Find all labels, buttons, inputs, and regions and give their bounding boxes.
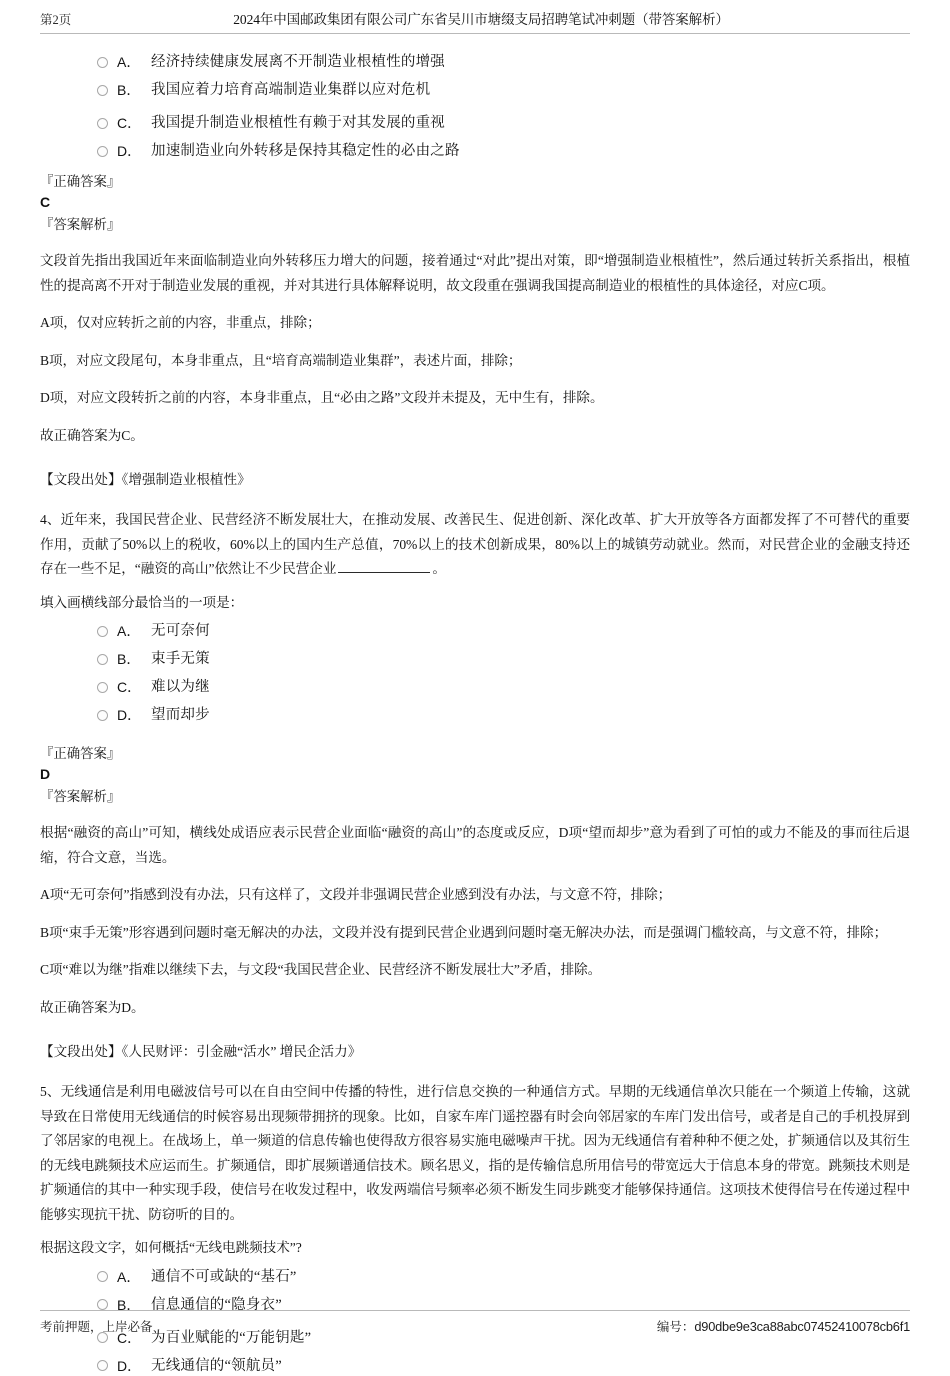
question4-prompt: 填入画横线部分最恰当的一项是： <box>40 594 244 610</box>
radio-button-icon[interactable] <box>97 57 108 68</box>
radio-button-icon[interactable] <box>97 626 108 637</box>
question3-options <box>40 52 910 161</box>
question3-analysis-d: D项，对应文段转折之前的内容，本身非重点，且“必由之路”文段并未提及，无中生有，排除。 <box>40 390 604 405</box>
option-letter: A． <box>117 54 141 70</box>
option-row[interactable] <box>40 677 910 697</box>
question4-analysis-label: 『答案解析』 <box>40 789 121 804</box>
option-row[interactable] <box>40 113 910 133</box>
option-text: 信息通信的“隐身衣” <box>151 1296 282 1313</box>
radio-button-icon[interactable] <box>97 654 108 665</box>
question4-analysis-main: 根据“融资的高山”可知，横线处成语应表示民营企业面临“融资的高山”的态度或反应，D项“望而却步”意为看到了可怕的或力不能及的事而往后退缩，符合文意，当选。 <box>40 825 910 865</box>
option-letter: B． <box>117 1296 141 1313</box>
option-row[interactable] <box>40 80 910 100</box>
page-number: 第2页 <box>40 13 72 27</box>
option-letter: B． <box>117 651 141 667</box>
option-row[interactable] <box>40 705 910 725</box>
option-letter: D． <box>117 1357 142 1374</box>
question4-stem-tail: 。 <box>432 561 446 576</box>
radio-button-icon[interactable] <box>97 1271 108 1282</box>
question4-analysis-a: A项“无可奈何”指感到没有办法，只有这样了，文段并非强调民营企业感到没有办法，与文意不符，排除； <box>40 887 672 902</box>
option-text: 经济持续健康发展离不开制造业根植性的增强 <box>151 54 445 70</box>
option-text: 为百业赋能的“万能钥匙” <box>151 1329 312 1346</box>
question4-source: 【文段出处】《人民财评：引金融“活水” 增民企活力》 <box>40 1044 362 1059</box>
option-row[interactable] <box>40 141 910 161</box>
option-text: 无线通信的“领航员” <box>151 1357 282 1374</box>
question3-analysis-a: A项，仅对应转折之前的内容，非重点，排除； <box>40 315 321 330</box>
option-letter: D． <box>117 707 142 723</box>
fill-in-blank <box>338 559 430 573</box>
question4-analysis-c: C项“难以为继”指难以继续下去，与文段“我国民营企业、民营经济不断发展壮大”矛盾，排除。 <box>40 962 602 977</box>
question4-answer-value: D <box>40 766 51 782</box>
radio-button-icon[interactable] <box>97 1299 108 1310</box>
question4-options <box>40 621 910 725</box>
option-letter: D． <box>117 143 142 159</box>
option-text: 通信不可或缺的“基石” <box>151 1268 297 1285</box>
footer-code-label: 编号： <box>656 1320 695 1334</box>
footer-slogan: 考前押题，上岸必备 <box>40 1320 153 1334</box>
question3-analysis-b: B项，对应文段尾句，本身非重点，且“培育高端制造业集群”，表述片面，排除； <box>40 352 522 368</box>
question3-analysis-main: 文段首先指出我国近年来面临制造业向外转移压力增大的问题，接着通过“对此”提出对策，即“增强制造业根植性”，然后通过转折关系指出，根植性的提高离不开对于制造业发展的重视，并对其进行具体解释说明，故文段重在强调我国提高制造业的根植性的具体途径，对应C项。 <box>40 253 910 293</box>
radio-button-icon[interactable] <box>97 1360 108 1371</box>
radio-button-icon[interactable] <box>97 682 108 693</box>
question3-answer-value: C <box>40 194 51 210</box>
option-text: 难以为继 <box>151 679 210 695</box>
option-text: 束手无策 <box>151 651 210 667</box>
page-footer <box>40 1310 910 1335</box>
option-letter: B． <box>117 82 141 98</box>
option-letter: C． <box>117 115 142 131</box>
question4-stem-text: 4、近年来，我国民营企业、民营经济不断发展壮大，在推动发展、改善民生、促进创新、深化改革、扩大开放等各方面都发挥了不可替代的重要作用，贡献了50%以上的税收，60%以上的国内生产总值，70%以上的技术创新成果，80%以上的城镇劳动就业。然而，对民营企业的金融支持还存在一些不足，“融资的高山”依然让不少民营企业 <box>40 512 910 576</box>
option-letter: C． <box>117 1329 142 1346</box>
option-text: 望而却步 <box>151 707 210 723</box>
question3-conclusion: 故正确答案为C。 <box>40 427 144 443</box>
radio-button-icon[interactable] <box>97 118 108 129</box>
option-text: 无可奈何 <box>151 623 210 639</box>
option-text: 我国应着力培育高端制造业集群以应对危机 <box>151 82 431 98</box>
document-title: 2024年中国邮政集团有限公司广东省吴川市塘缀支局招聘笔试冲刺题（带答案解析） <box>233 12 729 27</box>
question3-analysis-label: 『答案解析』 <box>40 217 121 232</box>
question5-prompt: 根据这段文字，如何概括“无线电跳频技术”? <box>40 1240 302 1255</box>
footer-code <box>657 1317 910 1335</box>
radio-button-icon[interactable] <box>97 710 108 721</box>
page-content <box>40 34 910 1376</box>
footer-code-value: d90dbe9e3ca88abc07452410078cb6f1 <box>694 1319 910 1334</box>
question4-stem <box>40 508 910 582</box>
radio-button-icon[interactable] <box>97 85 108 96</box>
option-letter: C． <box>117 679 142 695</box>
question3-answer-label: 『正确答案』 <box>40 174 121 189</box>
option-row[interactable] <box>40 649 910 669</box>
option-text: 我国提升制造业根植性有赖于对其发展的重视 <box>151 115 445 131</box>
question4-analysis-b: B项“束手无策”形容遇到问题时毫无解决的办法，文段并没有提到民营企业遇到问题时毫无解决办法，而是强调门槛较高，与文意不符，排除； <box>40 924 888 940</box>
option-letter: A． <box>117 623 141 639</box>
radio-button-icon[interactable] <box>97 146 108 157</box>
option-letter: A． <box>117 1268 141 1285</box>
option-row[interactable] <box>40 1356 910 1376</box>
option-row[interactable] <box>40 1267 910 1287</box>
question5-stem: 5、无线通信是利用电磁波信号可以在自由空间中传播的特性，进行信息交换的一种通信方式。早期的无线通信单次只能在一个频道上传输，这就导致在日常使用无线通信的时候容易出现频带拥挤的现象。比如，自家车库门遥控器有时会向邻居家的车库门发出信号，或者是自己的手机投屏到了邻居家的电视上。在战场上，单一频道的信息传输也使得敌方很容易实施电磁噪声干扰。因为无线通信有着种种不便之处，扩频通信以及其衍生的无线电跳频技术应运而生。扩频通信，即扩展频谱通信技术。顾名思义，指的是传输信息所用信号的带宽远大于信息本身的带宽。跳频技术则是扩频通信的其中一种实现手段，使信号在收发过程中，收发两端信号频率必须不断发生同步跳变才能够保持通信。这项技术使得信号在传递过程中能够实现抗干扰、防窃听的目的。 <box>40 1084 910 1222</box>
page-header <box>40 0 910 34</box>
option-text: 加速制造业向外转移是保持其稳定性的必由之路 <box>151 143 460 159</box>
question4-answer-label: 『正确答案』 <box>40 746 121 761</box>
option-row[interactable] <box>40 52 910 72</box>
question3-source: 【文段出处】《增强制造业根植性》 <box>40 472 251 487</box>
question4-conclusion: 故正确答案为D。 <box>40 999 145 1015</box>
option-row[interactable] <box>40 621 910 641</box>
